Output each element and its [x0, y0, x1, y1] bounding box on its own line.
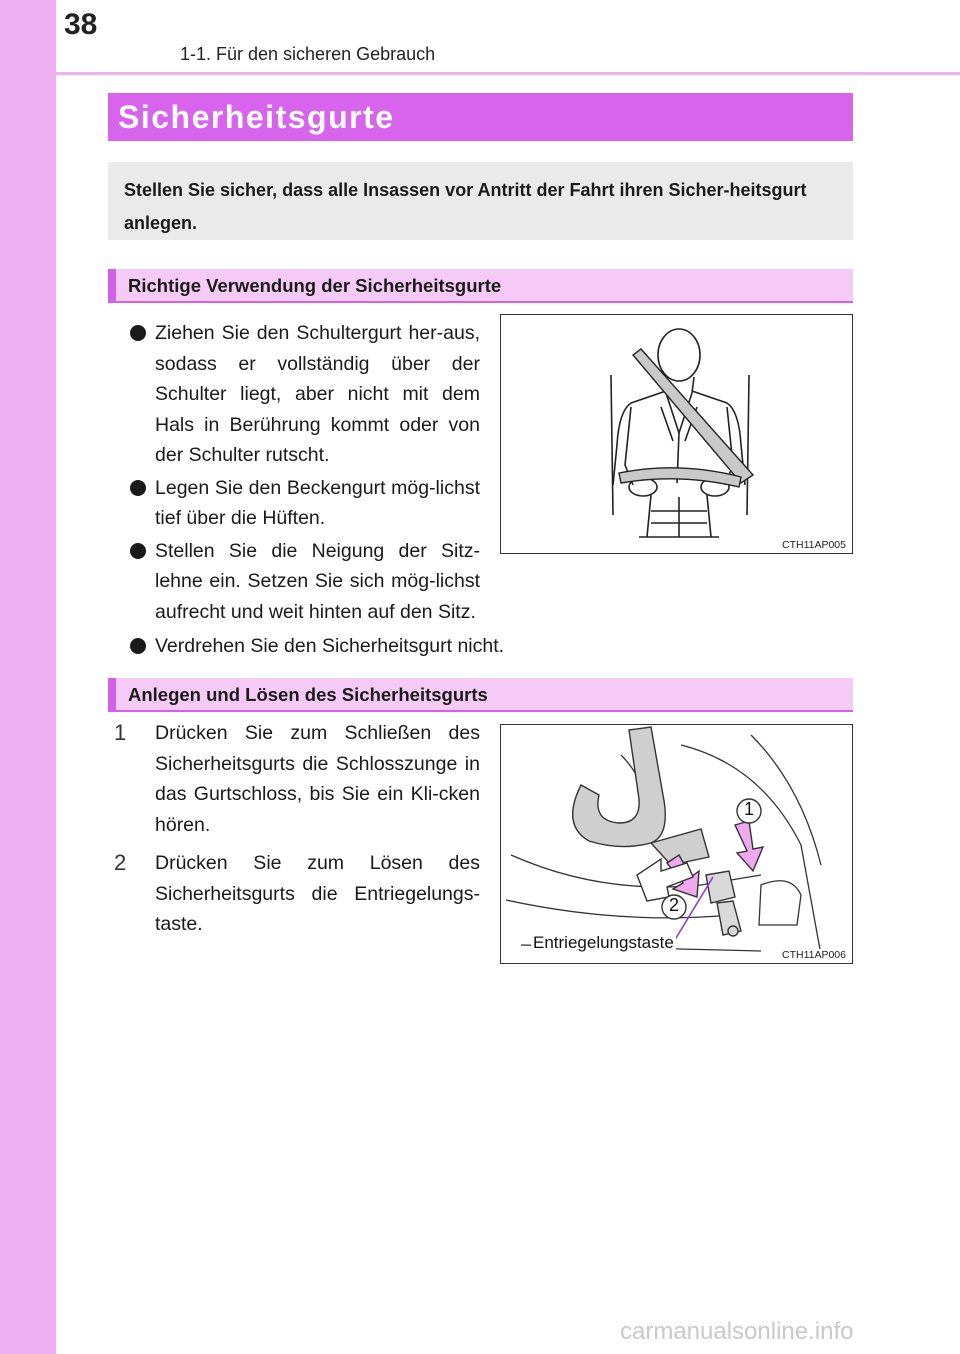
watermark: carmanualsonline.info	[620, 1318, 854, 1345]
section-heading-usage: Richtige Verwendung der Sicherheitsgurte	[108, 269, 853, 303]
list-item: Ziehen Sie den Schultergurt her-aus, sodass er vollständig über der Schulter liegt, aber nicht mit dem Hals in Berührung kommt oder von der Schulter rutscht.	[108, 318, 480, 471]
bullet-icon	[130, 480, 146, 496]
bullet-icon	[130, 543, 146, 559]
list-item: Verdrehen Sie den Sicherheitsgurt nicht.	[108, 631, 853, 662]
bullet-icon	[130, 325, 146, 341]
figure-buckle	[500, 724, 853, 964]
figure-code: CTH11AP005	[779, 539, 846, 551]
chapter-title: 1-1. Für den sicheren Gebrauch	[180, 44, 436, 64]
figure-label-release-button: Entriegelungstaste	[533, 933, 674, 952]
intro-text: Stellen Sie sicher, dass alle Insassen vor Antritt der Fahrt ihren Sicher-heitsgurt anlegen.	[124, 180, 807, 233]
figure-code: CTH11AP006	[779, 949, 846, 961]
step-number: 2	[114, 850, 127, 875]
step-number: 1	[114, 720, 127, 745]
callout-1: 1	[744, 799, 755, 819]
list-item: 1 Drücken Sie zum Schließen des Sicherheitsgurts die Schlosszunge in das Gurtschloss, bis Sie ein Kli-cken hören.	[114, 720, 480, 836]
figure-seated-occupant	[500, 314, 853, 554]
list-item: Stellen Sie die Neigung der Sitz-lehne ein. Setzen Sie sich mög-lichst aufrecht und weit hinten auf den Sitz.	[108, 536, 480, 628]
buckle-illustration	[501, 725, 853, 964]
bullet-icon	[130, 638, 146, 654]
list-item: Legen Sie den Beckengurt mög-lichst tief über die Hüften.	[108, 473, 480, 534]
seated-occupant-illustration	[501, 315, 853, 554]
callout-2: 2	[669, 895, 680, 915]
side-color-strip	[0, 0, 56, 1354]
page-title: Sicherheitsgurte	[108, 93, 853, 141]
intro-box	[108, 162, 853, 240]
usage-bullet-last	[108, 631, 853, 664]
list-item: 2 Drücken Sie zum Lösen des Sicherheitsgurts die Entriegelungs-taste.	[114, 850, 480, 935]
usage-bullet-list	[108, 318, 480, 629]
section-heading-fasten: Anlegen und Lösen des Sicherheitsgurts	[108, 678, 853, 712]
fasten-steps	[108, 718, 480, 948]
header-rule	[56, 72, 960, 75]
page-number: 38	[64, 8, 98, 41]
